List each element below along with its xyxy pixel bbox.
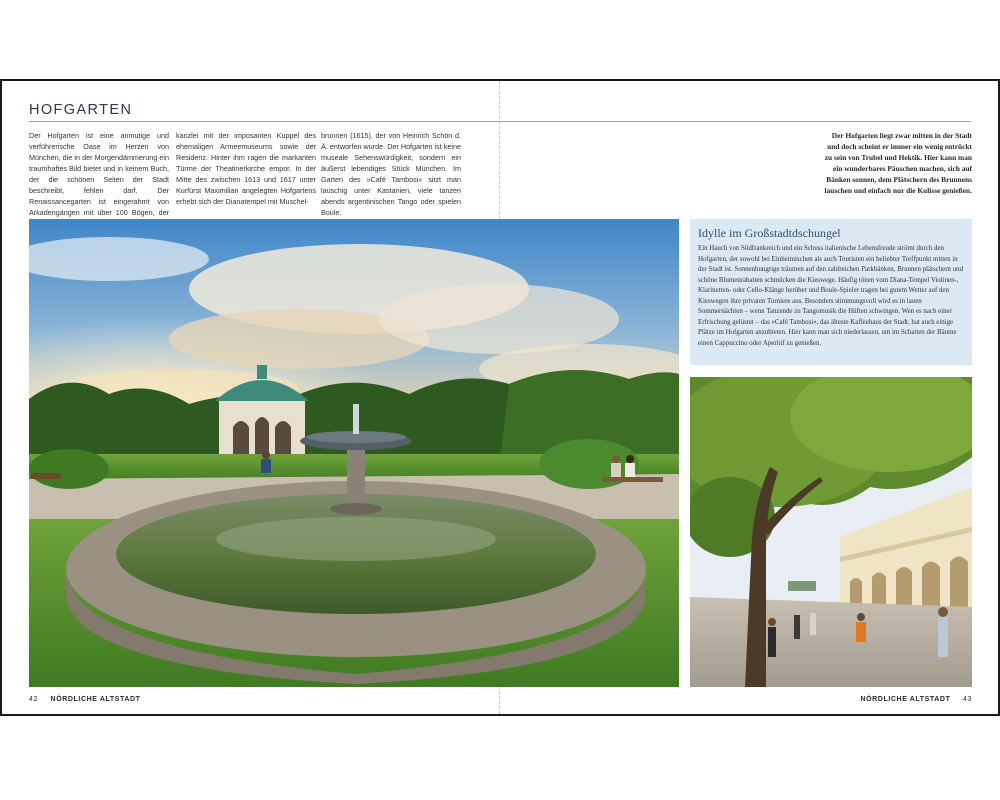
sidebar-box-title: Idylle im Großstadtdschungel [698, 226, 841, 240]
footer-right [860, 696, 972, 703]
sidebar-box [690, 219, 972, 365]
page-border-left [0, 79, 2, 716]
running-title-left: NÖRDLICHE ALTSTADT [50, 696, 141, 703]
sidebar-box-body: Ein Hauch von Südfrankreich und ein Schuss italienische Lebensfreude strömt durch den Hofgarten, der sowohl bei Einheimischen als auch Touristen ein beliebter Treffpunkt mitten in der Stadt ist. Sonnenhungrige träumen auf den zahlreichen Parkbänken, Brunnen plätschern und schöne Blumenrabatten schmücken die Kieswege. Häufig tönen vom Diana-Tempel Violinen-, Klarinetten- oder Cello-Klänge herüber und Boule-Spieler tragen bei gutem Wetter auf den Kieswegen ihre privaten Turniere aus. Besonders stimmungsvoll wird es in lauen Sommernächten – wenn Tanzende zu Tangomusik die Hüften schwingen. Wen es nach einer Erfrischung gelüstet – das »Café Tambosi«, das älteste Kaffeehaus der Stadt, hat auch einige Plätze im Hofgarten anzubieten. Hier kann man sich niederlassen, um im Schatten der Bäume einen Cappuccino oder Aperitif zu genießen. [698, 245, 964, 347]
intro-caption: Der Hofgarten liegt zwar mitten in der Stadt und doch scheint er immer ein wenig entrückt zu sein von Trubel und Hektik. Hier kann man ein wunderbares Päuschen machen, sich auf Bänken sonnen, dem Plätschern des Brunnens lauschen und einfach nur die Kulisse genießen. [824, 131, 972, 195]
heading-rule [29, 121, 971, 122]
hofgarten-fountain-photo [29, 219, 679, 687]
text-column-1: Der Hofgarten ist eine anmutige und verführerische Oase im Herzen von München, die in der Morgendämmerung ein traumhaftes Bild bietet und in keinem Buch, der die schönen Seiten der Stadt beschreibt, fehlen darf. Der Renaissancegarten ist eingerahmt von Arkadengängen mit über 100 Bögen, der [29, 131, 169, 217]
footer-left [29, 696, 141, 703]
running-title-right: NÖRDLICHE ALTSTADT [860, 696, 951, 703]
text-column-3: brunnen (1615), der von Heinrich Schön d. Ä. entworfen wurde. Der Hofgarten ist keine museale Sehenswürdigkeit, sondern ein äußerst lebendiges Stück München. Im Garten des »Café Tambosi« sitzt man lauschig unter Kastanien, viele tanzen abends argentinischen Tango oder spielen Boule. [321, 131, 461, 217]
page-number-left: 42 [29, 696, 38, 703]
section-heading: HOFGARTEN [29, 102, 133, 118]
page-number-right: 43 [963, 696, 972, 703]
hofgarten-arcades-photo [690, 377, 972, 687]
text-column-2: kanzlei mit der imposanten Kuppel des ehemaligen Armeemuseums sowie der Residenz. Hinter ihm ragen die markanten Türme der Theatinerkirche empor. In der Mitte des zwischen 1613 und 1617 unter Kurfürst Maximilian angelegten Hofgartens erhebt sich der Dianatempel mit Muschel- [176, 131, 316, 206]
